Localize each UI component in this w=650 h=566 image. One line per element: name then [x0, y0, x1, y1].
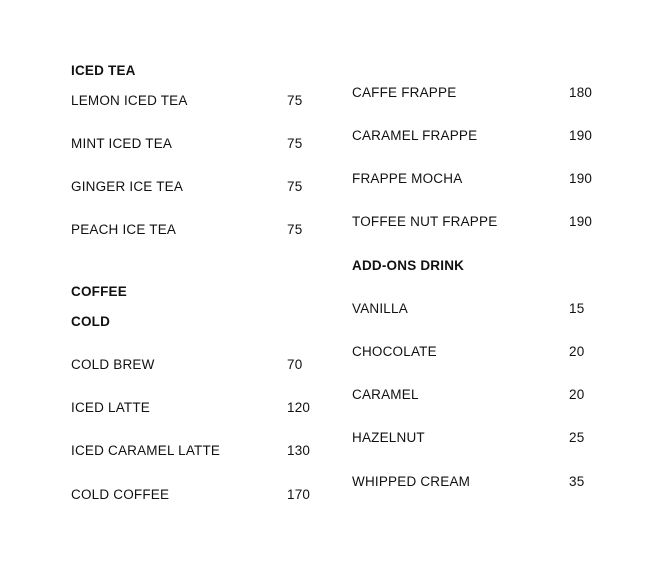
menu-item-price: 75	[287, 179, 303, 194]
menu-item-price: 25	[569, 430, 585, 445]
menu-item-name: CHOCOLATE	[352, 344, 437, 359]
menu-item-name: FRAPPE MOCHA	[352, 171, 463, 186]
menu-item-price: 170	[287, 487, 311, 502]
menu-item-name: ICED LATTE	[71, 400, 151, 415]
menu-item-price: 70	[287, 357, 303, 372]
iced-tea-heading: ICED TEA	[71, 63, 136, 78]
menu-item-price: 75	[287, 136, 303, 151]
menu-item-price: 20	[569, 387, 585, 402]
menu-item-name: VANILLA	[352, 301, 408, 316]
menu-item-price: 120	[287, 400, 311, 415]
menu-item-price: 20	[569, 344, 585, 359]
cold-heading: COLD	[71, 314, 111, 329]
coffee-heading: COFFEE	[71, 284, 127, 299]
menu-item-name: CARAMEL	[352, 387, 419, 402]
menu-item-price: 75	[287, 222, 303, 237]
menu-item-name: COLD BREW	[71, 357, 155, 372]
addons-heading: ADD-ONS DRINK	[352, 258, 465, 273]
menu-item-price: 190	[569, 128, 593, 143]
menu-item-name: PEACH ICE TEA	[71, 222, 177, 237]
menu-item-name: CARAMEL FRAPPE	[352, 128, 478, 143]
menu-item-price: 35	[569, 474, 585, 489]
menu-item-name: MINT ICED TEA	[71, 136, 173, 151]
menu-item-name: GINGER ICE TEA	[71, 179, 184, 194]
menu-item-name: HAZELNUT	[352, 430, 425, 445]
menu-item-name: ICED CARAMEL LATTE	[71, 443, 221, 458]
menu-item-name: WHIPPED CREAM	[352, 474, 471, 489]
menu-item-name: COLD COFFEE	[71, 487, 170, 502]
menu-item-price: 130	[287, 443, 311, 458]
menu-item-name: CAFFE FRAPPE	[352, 85, 457, 100]
menu-item-price: 180	[569, 85, 593, 100]
menu-item-name: LEMON ICED TEA	[71, 93, 188, 108]
menu-item-price: 15	[569, 301, 585, 316]
menu-item-price: 190	[569, 214, 593, 229]
menu-item-price: 190	[569, 171, 593, 186]
menu-item-name: TOFFEE NUT FRAPPE	[352, 214, 498, 229]
menu-item-price: 75	[287, 93, 303, 108]
